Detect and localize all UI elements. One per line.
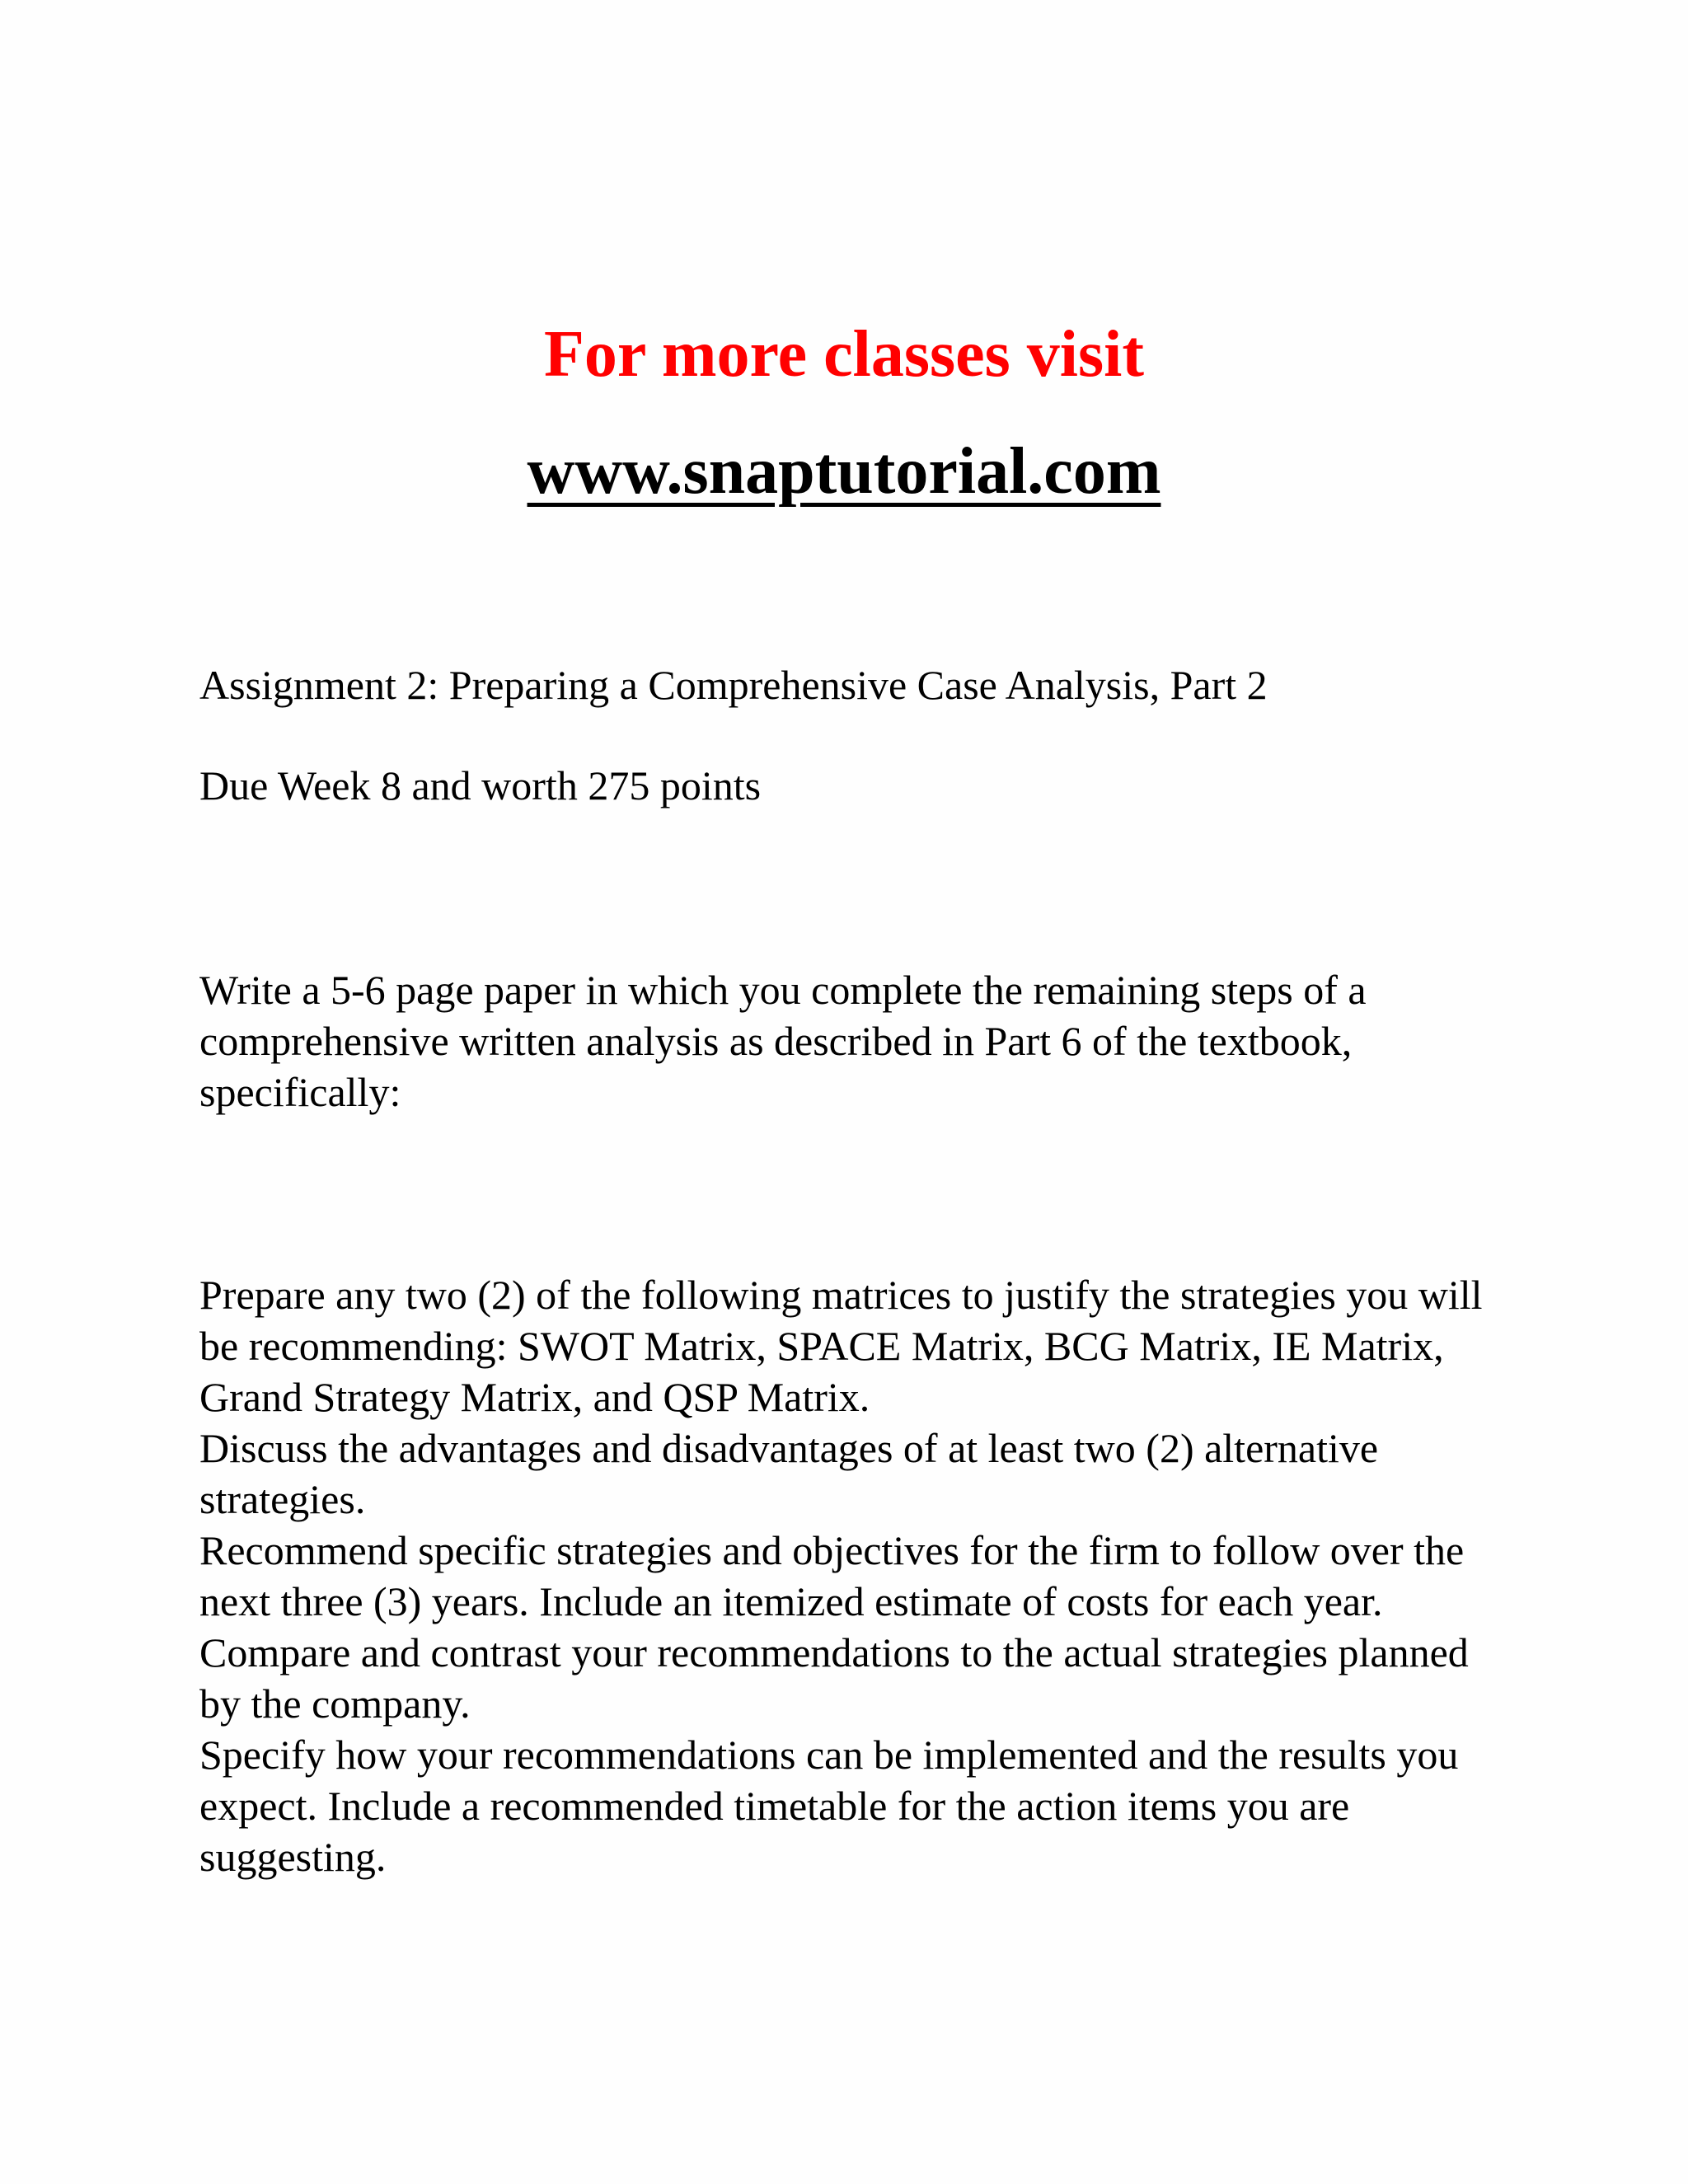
promo-link[interactable]: www.snaptutorial.com bbox=[527, 435, 1161, 508]
requirement-item: Specify how your recommendations can be implemented and the results you expect. Include a recommended timetable for the action items you are suggesting. bbox=[199, 1732, 1459, 1880]
requirement-item: Prepare any two (2) of the following matrices to justify the strategies you will be recommending: SWOT Matrix, SPACE Matrix, BCG Matrix, IE Matrix, Grand Strategy Matrix, and QSP Matrix. bbox=[199, 1272, 1483, 1420]
requirement-item: Compare and contrast your recommendations to the actual strategies planned by the company. bbox=[199, 1629, 1469, 1727]
assignment-title: Assignment 2: Preparing a Comprehensive Case Analysis, Part 2 bbox=[199, 662, 1268, 708]
requirement-item: Discuss the advantages and disadvantages of at least two (2) alternative strategies. bbox=[199, 1425, 1379, 1522]
due-line: Due Week 8 and worth 275 points bbox=[199, 762, 762, 808]
requirements-list bbox=[199, 1269, 1510, 1882]
intro-paragraph: Write a 5-6 page paper in which you complete the remaining steps of a comprehensive written analysis as described in Part 6 of the textbook, specifically: bbox=[199, 967, 1367, 1115]
promo-heading: For more classes visit bbox=[543, 318, 1144, 391]
requirement-item: Recommend specific strategies and objectives for the firm to follow over the next three (3) years. Include an itemized estimate of costs for each year. bbox=[199, 1527, 1465, 1624]
